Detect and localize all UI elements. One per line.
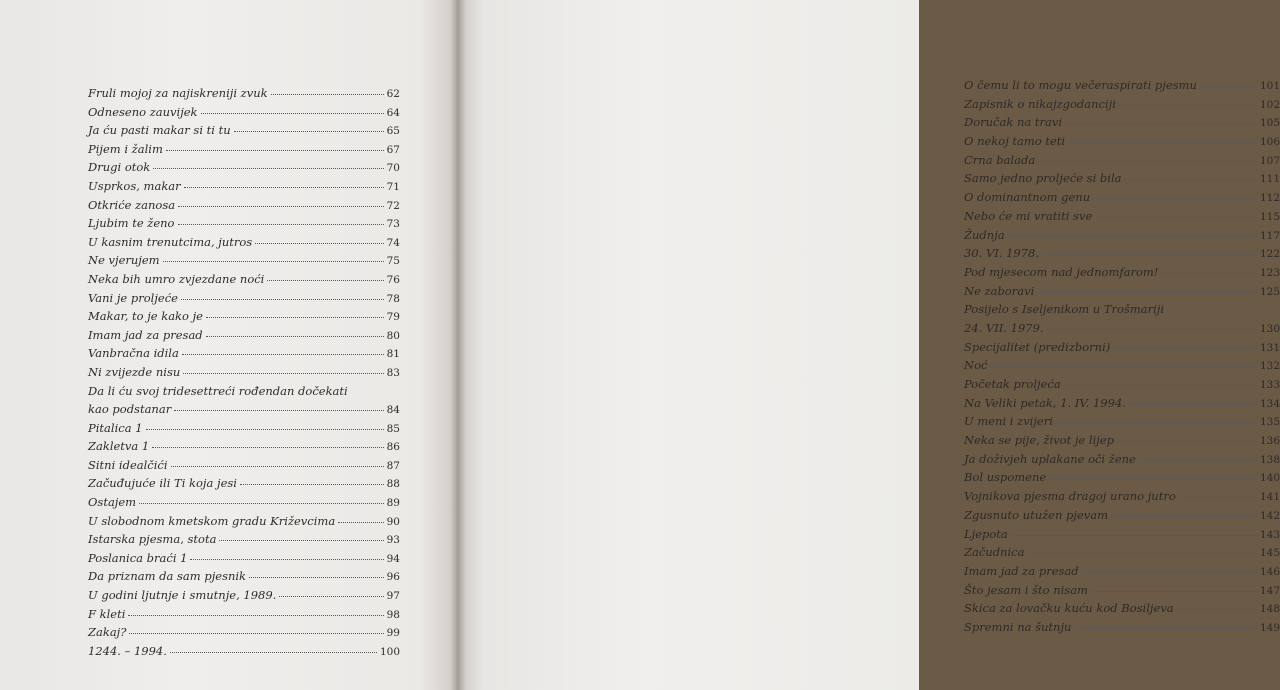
dot-leader [152,447,383,448]
toc-entry [88,346,400,365]
dot-leader [1200,86,1257,87]
toc-entry-page-number: 71 [386,180,400,193]
toc-list-left [88,86,400,662]
toc-entry-page-number: 94 [386,552,400,565]
dot-leader [1056,422,1257,423]
toc-entry [964,97,1280,116]
toc-entry-page-number: 131 [1259,341,1280,354]
toc-entry-page-number: 145 [1259,547,1280,560]
book-spine [450,0,466,690]
toc-entry [964,527,1280,546]
toc-entry-title: Sitni idealčići [88,457,168,472]
toc-entry-title: Imam jad za presad [88,327,203,342]
dot-leader [206,317,384,318]
toc-entry-title: Drugi otok [88,160,151,175]
toc-entry [88,625,400,644]
toc-entry [88,272,400,291]
toc-entry-page-number: 136 [1259,435,1280,448]
dot-leader [174,410,383,411]
toc-entry-page-number: 93 [386,534,400,547]
dot-leader [1177,609,1257,610]
toc-entry [88,514,400,533]
toc-entry [964,452,1280,471]
toc-entry [88,402,400,421]
toc-entry [964,470,1280,489]
dot-leader [255,243,383,244]
toc-entry [88,551,400,570]
toc-entry-page-number: 76 [386,273,400,286]
toc-entry [88,105,400,124]
toc-entry [88,291,400,310]
dot-leader [1065,123,1257,124]
toc-entry-page-number: 64 [386,106,400,119]
toc-entry [964,545,1280,564]
dot-leader [249,577,384,578]
toc-list-right [964,78,1280,639]
dot-leader [1111,516,1257,517]
dot-leader [1011,535,1257,536]
toc-entry [964,433,1280,452]
dot-leader [1093,198,1257,199]
toc-entry-page-number: 98 [386,608,400,621]
toc-entry [964,153,1280,172]
toc-entry [88,86,400,105]
toc-entry-title: Nebo će mi vratiti sve [964,208,1093,223]
dot-leader [1091,591,1257,592]
toc-entry [964,284,1280,303]
toc-entry [964,209,1280,228]
toc-entry-title: Zakaj? [88,625,127,640]
toc-entry [964,228,1280,247]
toc-entry-title: Žudnja [964,227,1005,242]
toc-entry-title: Doručak na travi [964,115,1063,130]
toc-entry-page-number: 80 [386,329,400,342]
dot-leader [178,206,384,207]
toc-entry [88,439,400,458]
toc-entry-title: Ja doživjeh uplakane oči žene [964,451,1136,466]
toc-entry-page-number: 79 [386,311,400,324]
toc-entry-page-number: 125 [1259,285,1280,298]
toc-entry-page-number: 123 [1259,266,1280,279]
toc-entry [964,377,1280,396]
toc-entry-page-number: 89 [386,497,400,510]
toc-entry-page-number: 148 [1259,603,1280,616]
dot-leader [1095,217,1257,218]
toc-entry-title: Na Veliki petak, 1. IV. 1994. [964,395,1126,410]
toc-entry-page-number: 88 [386,478,400,491]
toc-entry-title: Vani je proljeće [88,290,178,305]
toc-entry-page-number: 106 [1259,136,1280,149]
toc-entry-title: Neka se pije, život je lijep [964,433,1114,448]
toc-entry-page-number: 117 [1259,229,1280,242]
toc-entry-title: Fruli mojoj za najiskreniji zvuk [88,86,268,100]
toc-entry-title: Istarska pjesma, stota [88,532,217,547]
toc-entry-page-number: 105 [1259,117,1280,130]
toc-entry [88,179,400,198]
dot-leader [219,540,383,541]
toc-entry-page-number: 73 [386,218,400,231]
dot-leader [183,373,383,374]
dot-leader [1139,460,1257,461]
toc-entry [964,246,1280,265]
toc-entry [88,365,400,384]
toc-entry [964,340,1280,359]
toc-entry-title: Pod mjesecom nad jednomfarom! [964,264,1159,279]
toc-entry [964,564,1280,583]
toc-entry-page-number: 65 [386,125,400,138]
toc-entry [964,489,1280,508]
toc-entry [88,458,400,477]
toc-entry [88,644,400,663]
toc-entry [964,414,1280,433]
toc-entry-title: Ne vjerujem [88,253,160,268]
toc-entry-page-number: 83 [386,366,400,379]
toc-entry-title: Skica za lovačku kuću kod Bosiljeva [964,601,1174,616]
toc-entry-page-number: 112 [1259,192,1280,205]
toc-entry-title: kao podstanar [88,402,172,417]
toc-entry-title: Da li ću svoj tridesettreći rođendan dočekati [88,383,348,398]
dot-leader [1082,572,1257,573]
toc-entry-title: Noć [964,358,988,373]
dot-leader [990,366,1257,367]
toc-entry-page-number: 101 [1259,80,1280,92]
toc-entry [88,421,400,440]
toc-entry-page-number: 132 [1259,360,1280,373]
right-page [456,0,1280,690]
dot-leader [234,131,384,132]
toc-entry-page-number: 147 [1259,584,1280,597]
toc-entry-page-number: 84 [386,404,400,417]
toc-entry-page-number: 107 [1259,154,1280,167]
dot-leader [170,652,377,653]
toc-entry-page-number: 122 [1259,248,1280,261]
toc-entry-title: Ni zvijezde nisu [88,364,181,379]
toc-entry [964,508,1280,527]
left-page [0,0,456,690]
dot-leader [201,113,384,114]
toc-entry [88,160,400,179]
toc-entry [88,216,400,235]
dot-leader [1179,497,1257,498]
toc-entry-title: Ja ću pasti makar si ti tu [88,123,231,138]
dot-leader [1113,348,1257,349]
toc-entry-title: Ostajem [88,495,137,510]
toc-entry [88,253,400,272]
toc-entry-page-number: 62 [386,88,400,100]
dot-leader [184,187,384,188]
toc-entry [964,396,1280,415]
toc-entry-title: Ljepota [964,526,1008,541]
toc-entry-title: Začudnica [964,545,1025,560]
toc-entry-page-number: 102 [1259,98,1280,111]
dot-leader [267,280,383,281]
toc-entry-page-number: 99 [386,627,400,640]
toc-entry-page-number: 141 [1259,491,1280,504]
toc-entry-title: Usprkos, makar [88,178,181,193]
toc-entry [88,384,400,403]
dot-leader [1064,385,1257,386]
toc-entry-title: U slobodnom kmetskom gradu Križevcima [88,513,336,528]
toc-entry [964,190,1280,209]
toc-entry [964,265,1280,284]
toc-entry [964,583,1280,602]
dot-leader [171,466,384,467]
toc-entry-title: U kasnim trenutcima, jutros [88,234,253,249]
toc-entry-title: Spremni na šutnju [964,619,1072,634]
toc-entry-page-number: 78 [386,292,400,305]
toc-entry-title: Začuđujuće ili Ti koja jesi [88,476,237,491]
toc-entry-title: Imam jad za presad [964,563,1079,578]
toc-entry [88,569,400,588]
toc-entry-page-number: 85 [386,422,400,435]
dot-leader [129,633,383,634]
dot-leader [1047,329,1257,330]
toc-entry-title: O dominantnom genu [964,190,1091,205]
toc-entry-page-number: 130 [1259,322,1280,335]
dot-leader [1037,292,1257,293]
toc-entry [964,358,1280,377]
toc-entry-page-number: 138 [1259,453,1280,466]
dot-leader [279,596,383,597]
toc-entry-title: O čemu li to mogu večeraspirati pjesmu [964,78,1197,92]
toc-entry-title: U godini ljutnje i smutnje, 1989. [88,588,277,603]
toc-entry [88,607,400,626]
toc-entry-page-number: 97 [386,590,400,603]
toc-entry [88,495,400,514]
toc-entry-title: Crna balada [964,152,1036,167]
toc-entry [88,476,400,495]
toc-entry-title: Vanbračna idila [88,346,179,361]
dot-leader [166,150,384,151]
dot-leader [240,484,384,485]
toc-entry-title: Što jesam i što nisam [964,582,1088,597]
toc-entry-page-number: 135 [1259,416,1280,429]
dot-leader [1117,441,1257,442]
dot-leader [1042,254,1257,255]
toc-entry [88,235,400,254]
dot-leader [153,168,383,169]
toc-entry-title: Zapisnik o nikajzgodanciji [964,96,1116,111]
toc-entry [88,532,400,551]
toc-entry-title: Početak proljeća [964,377,1061,391]
toc-entry-title: Ne zaboravi [964,283,1035,298]
toc-entry-title: Bol uspomene [964,470,1047,485]
dot-leader [1027,553,1257,554]
toc-entry [964,171,1280,190]
dot-leader [338,522,383,523]
dot-leader [1068,142,1257,143]
toc-entry-page-number: 86 [386,441,400,454]
toc-entry-page-number: 142 [1259,509,1280,522]
dot-leader [206,336,384,337]
dot-leader [163,261,384,262]
toc-entry-title: Zgusnuto utužen pjevam [964,507,1109,522]
toc-entry-page-number: 87 [386,459,400,472]
toc-entry-page-number: 133 [1259,379,1280,391]
toc-entry-title: Vojnikova pjesma dragoj urano jutro [964,489,1176,504]
toc-entry-page-number: 100 [379,645,400,658]
toc-entry-page-number: 75 [386,255,400,268]
toc-entry-title: Otkriće zanosa [88,197,176,212]
dot-leader [1074,628,1257,629]
toc-entry-title: Pijem i žalim [88,141,163,156]
toc-entry-title: Makar, to je kako je [88,309,203,324]
toc-entry-title: U meni i zvijeri [964,414,1053,429]
toc-entry-title: Zakletva 1 [88,439,150,454]
dot-leader [146,429,384,430]
toc-entry-title: Ljubim te ženo [88,216,175,231]
dot-leader [1129,404,1257,405]
toc-entry [88,328,400,347]
toc-entry [88,588,400,607]
toc-entry-page-number: 143 [1259,528,1280,541]
dot-leader [1124,179,1256,180]
toc-entry [964,134,1280,153]
dot-leader [1038,161,1257,162]
toc-entry-title: Pitalica 1 [88,420,143,435]
toc-entry-page-number: 146 [1259,565,1280,578]
toc-entry-page-number: 149 [1259,621,1280,634]
dot-leader [1049,478,1257,479]
toc-entry-page-number: 140 [1259,472,1280,485]
toc-entry-title: Da priznam da sam pjesnik [88,569,247,584]
toc-entry-title: 1244. – 1994. [88,643,167,658]
toc-entry-page-number: 81 [386,348,400,361]
toc-entry [88,309,400,328]
dot-leader [128,615,383,616]
dot-leader [1008,236,1257,237]
dot-leader [139,503,384,504]
dot-leader [182,354,384,355]
toc-entry-title: Specijalitet (predizborni) [964,339,1111,354]
dot-leader [181,299,384,300]
toc-entry [88,142,400,161]
toc-entry-page-number: 134 [1259,397,1280,410]
toc-entry [964,115,1280,134]
toc-entry [964,620,1280,639]
toc-entry-page-number: 70 [386,162,400,175]
dot-leader [178,224,384,225]
toc-entry [88,198,400,217]
toc-entry-title: O nekoj tamo teti [964,134,1066,149]
toc-entry-title: 30. VI. 1978. [964,246,1040,261]
toc-entry-page-number: 115 [1259,210,1280,223]
toc-entry [964,601,1280,620]
toc-entry [964,321,1280,340]
toc-entry [964,302,1280,321]
toc-entry [964,78,1280,97]
toc-entry-page-number: 90 [386,515,400,528]
dot-leader [1161,273,1257,274]
toc-entry-title: Odneseno zauvijek [88,104,198,119]
toc-entry-page-number: 74 [386,236,400,249]
toc-entry-page-number: 67 [386,143,400,156]
dot-leader [271,94,384,95]
toc-entry-title: Posijelo s Iseljenikom u Trošmariji [964,302,1165,317]
dot-leader [190,559,383,560]
toc-entry-title: F kleti [88,606,126,621]
toc-entry-title: 24. VII. 1979. [964,320,1044,335]
toc-entry-title: Poslanica braći 1 [88,550,188,565]
toc-entry-page-number: 111 [1259,173,1280,186]
dot-leader [1119,105,1257,106]
toc-entry-page-number: 72 [386,199,400,212]
toc-entry [88,123,400,142]
toc-entry-page-number: 96 [386,571,400,584]
toc-entry-title: Neka bih umro zvjezdane noći [88,271,265,286]
toc-entry-title: Samo jedno proljeće si bila [964,171,1122,186]
